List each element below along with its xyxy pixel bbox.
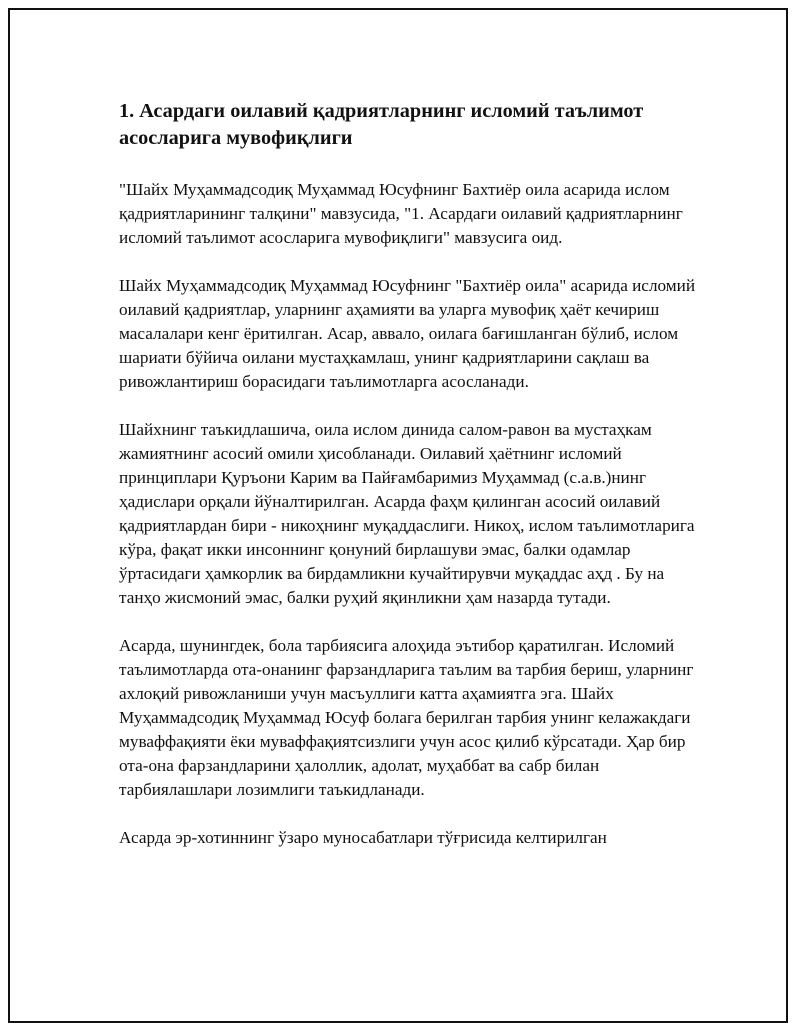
page [8, 8, 788, 1023]
paragraph-upbringing: Асарда, шунингдек, бола тарбиясига алоҳида эътибор қаратилган. Исломий таълимотларда ота-онанинг фарзандларига таълим ва тарбия бериш, уларнинг ахлоқий ривожланиши учун масъуллиги катта аҳамиятга эга. Шайх Муҳаммадсодиқ Муҳаммад Юсуф болага берилган тарбия унинг келажакдаги муваффақияти ёки муваффақиятсизлиги учун асос қилиб кўрсатади. Ҳар бир ота-она фарзандларини ҳалоллик, адолат, муҳаббат ва сабр билан тарбиялашлари лозимлиги таъкидланади. [119, 636, 694, 799]
section-heading: 1. Асардаги оилавий қадриятларнинг исломий таълимот асосларига мувофиқлиги [119, 100, 644, 149]
paragraph-intro: "Шайх Муҳаммадсодиқ Муҳаммад Юсуфнинг Бахтиёр оила асарида ислом қадриятларининг талқини" мавзусида, "1. Асардаги оилавий қадриятларнинг исломий таълимот асосларига мувофиқлиги" мавзусига оид. [119, 180, 683, 247]
paragraph-marriage: Шайхнинг таъкидлашича, оила ислом динида салом-равон ва мустаҳкам жамиятнинг асосий омили ҳисобланади. Оилавий ҳаётнинг исломий принциплари Қуръони Карим ва Пайғамбаримиз Муҳаммад (с.а.в.)нинг ҳадислари орқали йўналтирилган. Асарда фаҳм қилинган асосий оилавий қадриятлардан бири - никоҳнинг муқаддаслиги. Никоҳ, ислом таълимотларига кўра, фақат икки инсоннинг қонуний бирлашуви эмас, балки одамлар ўртасидаги ҳамкорлик ва бирдамликни кучайтирувчи муқаддас аҳд . Бу на танҳо жисмоний эмас, балки руҳий яқинликни ҳам назарда тутади. [119, 420, 695, 607]
paragraph-overview: Шайх Муҳаммадсодиқ Муҳаммад Юсуфнинг "Бахтиёр оила" асарида исломий оилавий қадриятлар, уларнинг аҳамияти ва уларга мувофиқ ҳаёт кечириш масалалари кенг ёритилган. Асар, аввало, оилага бағишланган бўлиб, ислом шариати бўйича оилани мустаҳкамлаш, унинг қадриятларини сақлаш ва ривожлантириш борасидаги таълимотларга асосланади. [119, 276, 696, 391]
document-body [119, 98, 709, 874]
paragraph-spouses: Асарда эр-хотиннинг ўзаро муносабатлари тўғрисида келтирилган [119, 828, 607, 847]
